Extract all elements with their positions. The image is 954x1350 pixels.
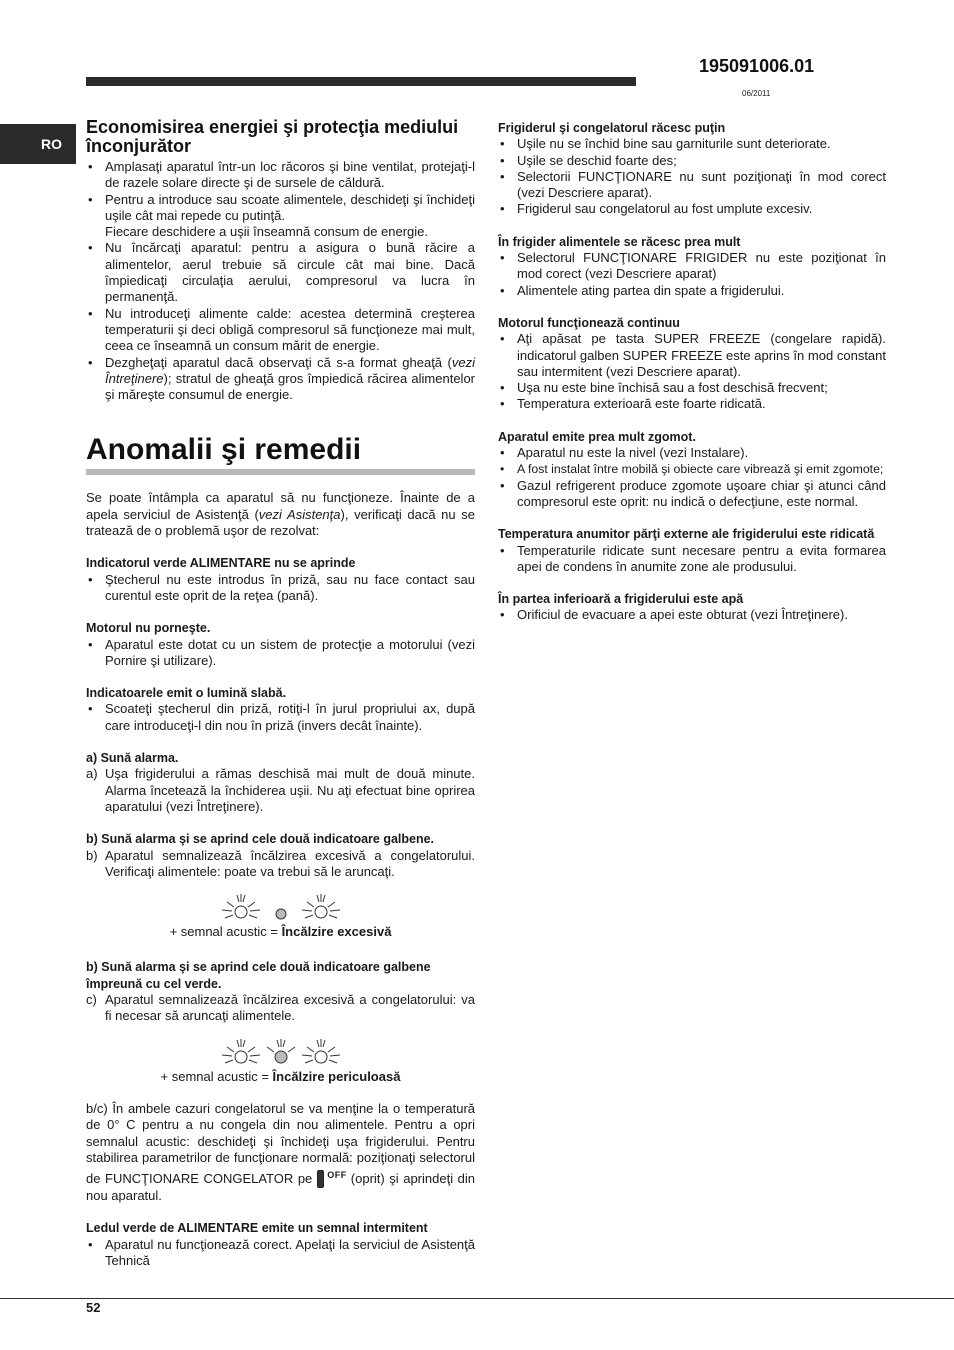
language-tab: RO: [0, 124, 76, 164]
list-item: • Scoateţi ştecherul din priză, rotiţi-l în jurul propriului ax, după care introduceţi-l din nou în priză (invers decât înainte).: [86, 701, 475, 734]
list-item: • Ştecherul nu este introdus în priză, sau nu face contact sau curentul este oprit de la reţea (pană).: [86, 572, 475, 605]
energy-section-title: Economisirea energiei şi protecţia mediului înconjurător: [86, 117, 459, 156]
problem-heading: În partea inferioară a frigiderului este apă: [498, 592, 744, 607]
list-g6: [498, 607, 886, 623]
list-item: • Temperatura exterioară este foarte ridicată.: [498, 396, 886, 412]
list-g5: [498, 543, 886, 576]
list-item: • Aparatul nu este la nivel (vezi Instalare).: [498, 445, 886, 461]
list-item: • Gazul refrigerent produce zgomote uşoare chiar şi atunci când compresorul este oprit: nu indică o defecţiune, este normal.: [498, 478, 886, 511]
problem-heading: Aparatul emite prea mult zgomot.: [498, 429, 696, 444]
list-item: • Selectorii FUNCŢIONARE nu sunt poziţionaţi în mod corect (vezi Descriere aparat).: [498, 169, 886, 202]
problem-heading: Motorul funcţionează continuu: [498, 315, 680, 330]
indicator-lights-yellow: [86, 890, 475, 924]
footer-divider: [0, 1298, 954, 1299]
left-column: [86, 118, 475, 1269]
anomalies-title: Anomalii şi remedii: [86, 433, 475, 475]
off-label: OFF: [327, 1169, 347, 1180]
right-column: [498, 120, 886, 624]
signal-caption: + semnal acustic = Încălzire periculoasă: [160, 1068, 401, 1084]
list-item: a) Uşa frigiderului a rămas deschisă mai mult de două minute. Alarma încetează la închiderea uşii. Nu aţi efectuat bine oprirea aparatului (vezi Întreţinere).: [86, 766, 475, 814]
problem-heading: În frigider alimentele se răcesc prea mult: [498, 234, 741, 249]
list-item: • Nu încărcaţi aparatul: pentru a asigura o bună răcire a alimentelor, aerul trebuie să circule cât mai bine. Dacă împiedicaţi circulaţia aerului, compresorul va lucra în permanenţă.: [86, 240, 475, 305]
list-item: • Aparatul este dotat cu un sistem de protecţie a motorului (vezi Pornire şi utilizare).: [86, 637, 475, 670]
list-item: • A fost instalat între mobilă şi obiecte care vibrează şi emit zgomote;: [498, 461, 886, 477]
list-item: • Orificiul de evacuare a apei este obturat (vezi Întreţinere).: [498, 607, 886, 623]
document-date: 06/2011: [742, 89, 771, 98]
warning-lights-icon: [219, 1035, 343, 1069]
problem-heading: Indicatorul verde ALIMENTARE nu se aprinde: [86, 556, 356, 571]
problem-heading: a) Sună alarma.: [86, 751, 179, 766]
list-g4: [498, 445, 886, 510]
list-item: • Pentru a introduce sau scoate alimentele, deschideţi şi închideţi uşile cât mai repede cu putinţă. Fiecare deschidere a uşii înseamnă consum de energie.: [86, 192, 475, 241]
energy-list: [86, 159, 475, 403]
list-item: • Nu introduceţi alimente calde: acestea determină creşterea temperaturii şi deci obligă compresorul să funcţioneze mai mult, ceea ce înseamnă un consum mărit de energie.: [86, 306, 475, 355]
anomalies-intro: Se poate întâmpla ca aparatul să nu funcţioneze. Înainte de a apela serviciul de Asistenţă (vezi Asistenţa), verificaţi dacă nu se tratează de o problemă uşor de rezolvat:: [86, 490, 475, 539]
list-item: b) Aparatul semnalizează încălzirea excesivă a congelatorului. Verificaţi alimentele: poate va trebui să le aruncaţi.: [86, 847, 475, 879]
problem-heading: Indicatoarele emit o lumină slabă.: [86, 686, 287, 701]
list-item: • Alimentele ating partea din spate a frigiderului.: [498, 283, 886, 299]
indicator-lights-all: [86, 1035, 475, 1069]
problem-heading: Frigiderul şi congelatorul răcesc puţin: [498, 121, 726, 135]
list-item: • Selectorul FUNCŢIONARE FRIGIDER nu este poziţionat în mod corect (vezi Descriere aparat): [498, 250, 886, 283]
selector-icon: [317, 1170, 324, 1188]
problem-heading: Motorul nu porneşte.: [86, 621, 211, 636]
problem-heading: b) Sună alarma şi se aprind cele două indicatoare galbene împreună cu cel verde.: [86, 960, 431, 991]
header-bar: [86, 77, 636, 86]
problem-heading: b) Sună alarma şi se aprind cele două indicatoare galbene.: [86, 832, 435, 847]
warning-lights-icon: [219, 890, 343, 924]
list-g3: [498, 331, 886, 412]
list-item: • Aparatul nu funcţionează corect. Apelaţi la serviciul de Asistenţă Tehnică: [86, 1237, 475, 1270]
list-item: • Dezgheţaţi aparatul dacă observaţi că s-a format gheaţă (vezi Întreţinere); stratul de gheaţă gros împiedică răcirea alimentelor şi măreşte consumul de energie.: [86, 355, 475, 404]
document-number: 195091006.01: [699, 56, 815, 76]
list-item: • Amplasaţi aparatul într-un loc răcoros şi bine ventilat, protejaţi-l de razele solare directe şi de sursele de căldură.: [86, 159, 475, 192]
list-item: • Uşile nu se închid bine sau garniturile sunt deteriorate.: [498, 136, 886, 152]
list-item: • Temperaturile ridicate sunt necesare pentru a evita formarea apei de condens în anumite zone ale produsului.: [498, 543, 886, 576]
bc-paragraph: b/c) În ambele cazuri congelatorul se va menţine la o temperatură de 0° C pentru a nu congela din nou alimentele. Pentru a opri semnalul acustic: deschideţi şi închideţi uşa frigiderului. Pentru stabilirea parametrilor de funcţionare normală: poziţionaţi selectorul de FUNCŢIONARE CONGELATOR pe $^{OFF}$ (oprit) şi aprindeţi din nou aparatul.: [86, 1100, 475, 1203]
list-g2: [498, 250, 886, 299]
list-item-note: Fiecare deschidere a uşii înseamnă consum de energie.: [105, 224, 429, 240]
problem-heading: Temperatura anumitor părţi externe ale frigiderului este ridicată: [498, 527, 875, 542]
list-item: • Frigiderul sau congelatorul au fost umplute excesiv.: [498, 201, 886, 217]
page-number: 52: [86, 1300, 101, 1315]
list-item: c) Aparatul semnalizează încălzirea excesivă a congelatorului: va fi necesar să aruncaţi alimentele.: [86, 991, 475, 1024]
list-item: • Aţi apăsat pe tasta SUPER FREEZE (congelare rapidă). indicatorul galben SUPER FREEZE este aprins în mod constant sau intermitent (vezi Descriere aparat).: [498, 331, 886, 380]
signal-caption: + semnal acustic = Încălzire excesivă: [169, 924, 392, 940]
list-g1: [498, 136, 886, 217]
list-item: • Uşa nu este bine închisă sau a fost deschisă frecvent;: [498, 380, 886, 396]
problem-heading: Ledul verde de ALIMENTARE emite un semnal intermitent: [86, 1221, 428, 1236]
list-item: • Uşile se deschid foarte des;: [498, 153, 886, 169]
